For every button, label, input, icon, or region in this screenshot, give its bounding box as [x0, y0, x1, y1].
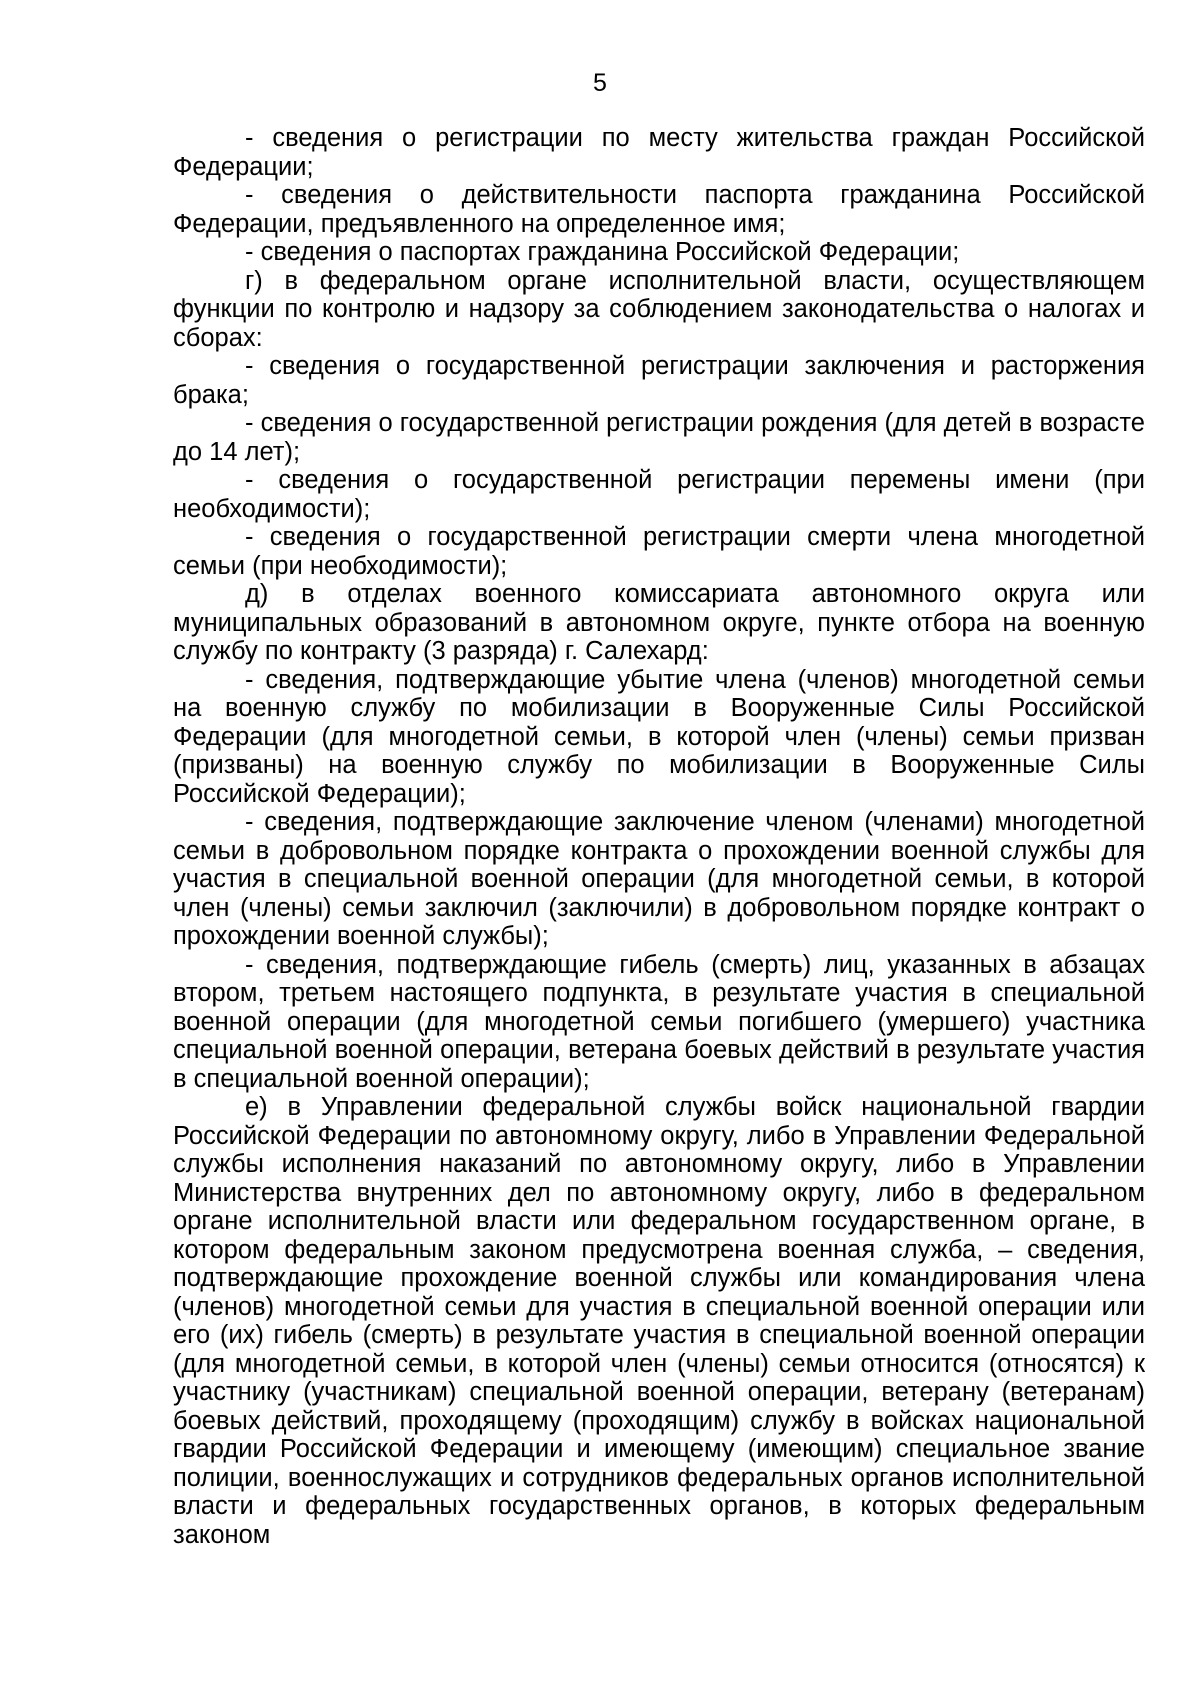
- paragraph: - сведения о государственной регистрации перемены имени (при необходимости);: [173, 466, 1145, 523]
- paragraph: е) в Управлении федеральной службы войск национальной гвардии Российской Федерации по автономному округу, либо в Управлении Федеральной службы исполнения наказаний по автономному округу, либо в Управлении Министерства внутренних дел по автономному округу, либо в федеральном органе исполнительной власти или федеральном государственном органе, в котором федеральным законом предусмотрена военная служба, – сведения, подтверждающие прохождение военной службы или командирования члена (членов) многодетной семьи для участия в специальной военной операции или его (их) гибель (смерть) в результате участия в специальной военной операции (для многодетной семьи, в которой член (члены) семьи относится (относятся) к участнику (участникам) специальной военной операции, ветерану (ветеранам) боевых действий, проходящему (проходящим) службу в войсках национальной гвардии Российской Федерации и имеющему (имеющим) специальное звание полиции, военнослужащих и сотрудников федеральных органов исполнительной власти и федеральных государственных органов, в которых федеральным законом: [173, 1093, 1145, 1549]
- paragraph: - сведения о государственной регистрации смерти члена многодетной семьи (при необходимости);: [173, 523, 1145, 580]
- paragraph: - сведения о государственной регистрации заключения и расторжения брака;: [173, 352, 1145, 409]
- paragraph: - сведения о действительности паспорта гражданина Российской Федерации, предъявленного на определенное имя;: [173, 181, 1145, 238]
- paragraph: - сведения, подтверждающие заключение членом (членами) многодетной семьи в добровольном порядке контракта о прохождении военной службы для участия в специальной военной операции (для многодетной семьи, в которой член (члены) семьи заключил (заключили) в добровольном порядке контракт о прохождении военной службы);: [173, 808, 1145, 950]
- page-number: 5: [593, 69, 607, 97]
- paragraph: г) в федеральном органе исполнительной власти, осуществляющем функции по контролю и надзору за соблюдением законодательства о налогах и сборах:: [173, 266, 1145, 352]
- paragraph: - сведения, подтверждающие убытие члена (членов) многодетной семьи на военную службу по мобилизации в Вооруженные Силы Российской Федерации (для многодетной семьи, в которой член (члены) семьи призван (призваны) на военную службу по мобилизации в Вооруженные Силы Российской Федерации);: [173, 665, 1145, 808]
- paragraph: - сведения о государственной регистрации рождения (для детей в возрасте до 14 лет);: [173, 409, 1145, 466]
- paragraph: - сведения о регистрации по месту жительства граждан Российской Федерации;: [173, 124, 1145, 181]
- paragraph: д) в отделах военного комиссариата автономного округа или муниципальных образований в автономном округе, пункте отбора на военную службу по контракту (3 разряда) г. Салехард:: [173, 580, 1145, 665]
- paragraph: - сведения, подтверждающие гибель (смерть) лиц, указанных в абзацах втором, третьем настоящего подпункта, в результате участия в специальной военной операции (для многодетной семьи погибшего (умершего) участника специальной военной операции, ветерана боевых действий в результате участия в специальной военной операции);: [173, 950, 1145, 1093]
- document-body: [173, 124, 1145, 1549]
- paragraph: - сведения о паспортах гражданина Российской Федерации;: [245, 238, 960, 266]
